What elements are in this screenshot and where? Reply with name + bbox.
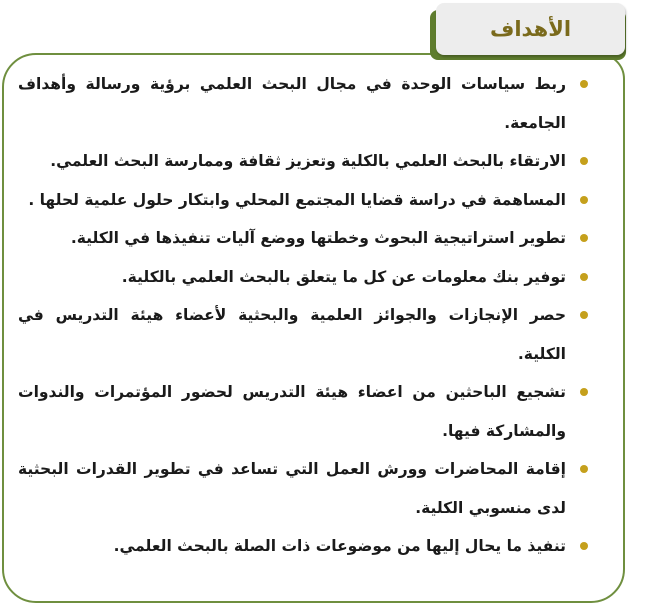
objective-text: الارتقاء بالبحث العلمي بالكلية وتعزيز ثقافة وممارسة البحث العلمي. (50, 152, 566, 170)
list-item (18, 65, 588, 142)
bullet-icon (580, 234, 588, 242)
objective-text: تطوير استراتيجية البحوث وخطتها ووضع آليات تنفيذها في الكلية. (70, 229, 566, 247)
objective-text: تنفيذ ما يحال إليها من موضوعات ذات الصلة بالبحث العلمي. (113, 537, 566, 555)
bullet-icon (580, 196, 588, 204)
list-item (18, 296, 588, 373)
header-tab (436, 3, 625, 55)
objective-text: ربط سياسات الوحدة في مجال البحث العلمي برؤية ورسالة وأهداف الجامعة. (18, 75, 566, 132)
list-item (18, 142, 588, 181)
objective-text: المساهمة في دراسة قضايا المجتمع المحلي وابتكار حلول علمية لحلها . (28, 190, 566, 209)
bullet-icon (580, 311, 588, 319)
bullet-icon (580, 80, 588, 88)
list-item (18, 527, 588, 566)
list-item (18, 450, 588, 527)
objective-text: إقامة المحاضرات وورش العمل التي تساعد في تطوير القدرات البحثية لدى منسوبي الكلية. (18, 460, 566, 517)
bullet-icon (580, 157, 588, 165)
objective-text: توفير بنك معلومات عن كل ما يتعلق بالبحث العلمي بالكلية. (121, 267, 566, 286)
bullet-icon (580, 542, 588, 550)
list-item (18, 258, 588, 297)
objective-text: تشجيع الباحثين من اعضاء هيئة التدريس لحضور المؤتمرات والندوات والمشاركة فيها. (18, 383, 566, 440)
objective-text: حصر الإنجازات والجوائز العلمية والبحثية لأعضاء هيئة التدريس في الكلية. (18, 306, 566, 363)
bullet-icon (580, 388, 588, 396)
list-item (18, 373, 588, 450)
page-title: الأهداف (489, 17, 572, 41)
list-item (18, 219, 588, 258)
bullet-icon (580, 273, 588, 281)
bullet-icon (580, 465, 588, 473)
objectives-list (18, 65, 588, 566)
list-item (18, 181, 588, 220)
